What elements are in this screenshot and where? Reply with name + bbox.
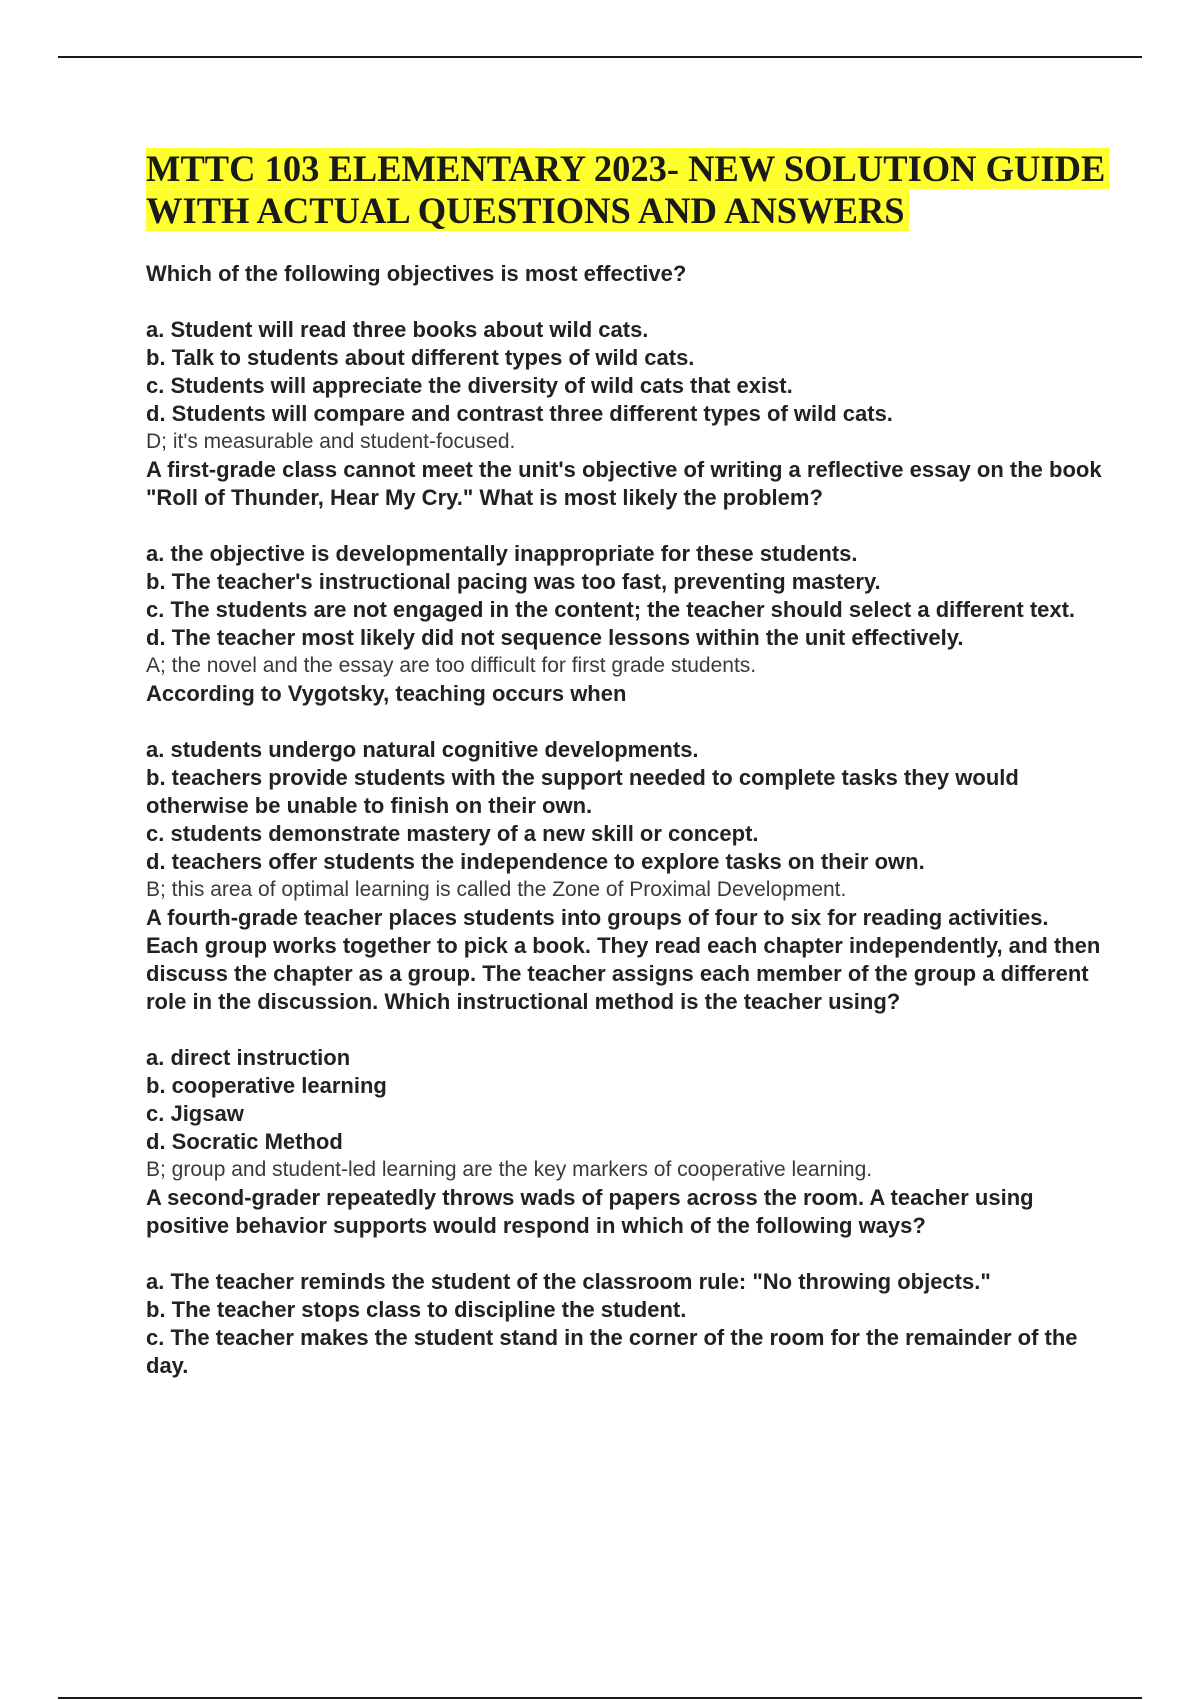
- option-list: [146, 736, 1106, 876]
- option-a: a. students undergo natural cognitive developments.: [146, 737, 699, 762]
- document-title: [146, 148, 1106, 232]
- option-list: [146, 1044, 1106, 1156]
- question-text: According to Vygotsky, teaching occurs when: [146, 681, 627, 706]
- option-c: c. Students will appreciate the diversity of wild cats that exist.: [146, 373, 793, 398]
- option-a: a. Student will read three books about wild cats.: [146, 317, 649, 342]
- option-c: c. Jigsaw: [146, 1101, 244, 1126]
- option-a: a. the objective is developmentally inappropriate for these students.: [146, 541, 858, 566]
- document-body: [146, 148, 1106, 1380]
- option-b: b. cooperative learning: [146, 1073, 387, 1098]
- option-a: a. direct instruction: [146, 1045, 351, 1070]
- answer-text: B; this area of optimal learning is called the Zone of Proximal Development.: [146, 878, 847, 901]
- answer-text: B; group and student-led learning are the key markers of cooperative learning.: [146, 1158, 873, 1181]
- option-list: [146, 316, 1106, 428]
- question-text: A first-grade class cannot meet the unit's objective of writing a reflective essay on the book "Roll of Thunder, Hear My Cry." What is most likely the problem?: [146, 457, 1102, 510]
- option-list: [146, 1268, 1106, 1380]
- question-block: [146, 456, 1106, 680]
- title-highlight: MTTC 103 ELEMENTARY 2023- NEW SOLUTION GUIDE WITH ACTUAL QUESTIONS AND ANSWERS: [146, 148, 1109, 231]
- answer-text: D; it's measurable and student-focused.: [146, 430, 516, 453]
- question-text: A fourth-grade teacher places students into groups of four to six for reading activities. Each group works together to pick a book. They read each chapter independently, and then discuss the chapter as a group. The teacher assigns each member of the group a different role in the discussion. Which instructional method is the teacher using?: [146, 905, 1101, 1014]
- option-d: d. The teacher most likely did not sequence lessons within the unit effectively.: [146, 625, 964, 650]
- option-a: a. The teacher reminds the student of the classroom rule: "No throwing objects.": [146, 1269, 991, 1294]
- option-d: d. Socratic Method: [146, 1129, 343, 1154]
- option-b: b. teachers provide students with the support needed to complete tasks they would otherwise be unable to finish on their own.: [146, 765, 1019, 818]
- option-c: c. students demonstrate mastery of a new skill or concept.: [146, 821, 759, 846]
- question-block: [146, 904, 1106, 1184]
- question-block: [146, 680, 1106, 904]
- bottom-rule: [58, 1697, 1142, 1699]
- option-b: b. The teacher's instructional pacing was too fast, preventing mastery.: [146, 569, 881, 594]
- question-block: [146, 260, 1106, 456]
- option-d: d. Students will compare and contrast three different types of wild cats.: [146, 401, 893, 426]
- question-text: A second-grader repeatedly throws wads of papers across the room. A teacher using positive behavior supports would respond in which of the following ways?: [146, 1185, 1034, 1238]
- option-c: c. The students are not engaged in the content; the teacher should select a different text.: [146, 597, 1076, 622]
- question-block: [146, 1184, 1106, 1380]
- option-list: [146, 540, 1106, 652]
- option-b: b. The teacher stops class to discipline the student.: [146, 1297, 687, 1322]
- answer-text: A; the novel and the essay are too difficult for first grade students.: [146, 654, 757, 677]
- question-text: Which of the following objectives is most effective?: [146, 261, 687, 286]
- option-b: b. Talk to students about different types of wild cats.: [146, 345, 695, 370]
- option-c: c. The teacher makes the student stand in the corner of the room for the remainder of the day.: [146, 1325, 1078, 1378]
- option-d: d. teachers offer students the independence to explore tasks on their own.: [146, 849, 925, 874]
- top-rule: [58, 56, 1142, 58]
